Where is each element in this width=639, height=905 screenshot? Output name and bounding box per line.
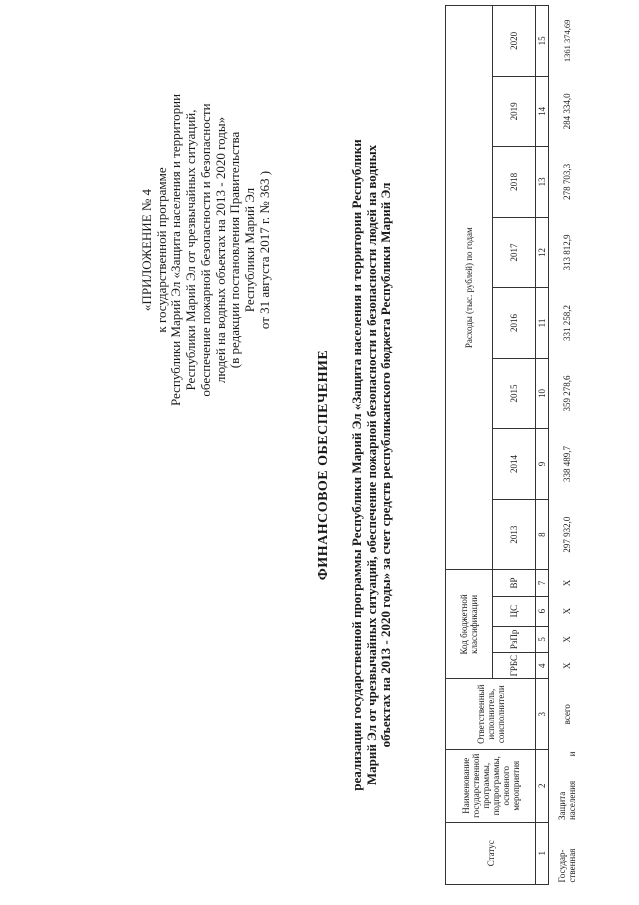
header-name: Наименование государственной программы, подпрограммы, основного мероприятия (446, 749, 536, 822)
appendix-line: Республики Марий Эл (241, 187, 257, 313)
row-name-suffix: и (567, 751, 577, 757)
header-budget-code: Код бюджетной классификации (446, 570, 493, 679)
column-number: 12 (536, 217, 549, 288)
column-number: 6 (536, 596, 549, 626)
appendix-line: обеспечение пожарной безопасности и безопасности (197, 103, 213, 397)
column-number: 13 (536, 147, 549, 218)
column-number: 1 (536, 822, 549, 884)
row-value: 331 258,2 (562, 304, 572, 341)
document-heading: ФИНАНСОВОЕ ОБЕСПЕЧЕНИЕ (316, 349, 331, 581)
finance-table (445, 5, 578, 885)
subtitle-line: объектах на 2013 - 2020 годы» за счет средств республиканского бюджета Республики Марий Эл (378, 182, 393, 748)
column-number: 15 (536, 6, 549, 77)
row-value: 284 334,0 (562, 93, 572, 130)
header-code-grbs: ГРБС (493, 652, 536, 679)
header-year: 2014 (493, 429, 536, 500)
column-number: 3 (536, 679, 549, 750)
column-number: 8 (536, 499, 549, 570)
column-number: 2 (536, 749, 549, 822)
header-executor: Ответственный исполнитель, соисполнители (446, 679, 536, 750)
header-year: 2016 (493, 288, 536, 359)
header-expenses: Расходы (тыс. рублей) по годам (446, 6, 493, 570)
subtitle-line: Марий Эл от чрезвычайных ситуаций, обеспечение пожарной безопасности и безопасности людей на водных (363, 144, 379, 786)
row-code: Х (562, 662, 572, 669)
row-executor: всего (562, 704, 572, 725)
appendix-line: людей на водных объектах на 2013 - 2020 годы» (212, 116, 228, 384)
appendix-title: «ПРИЛОЖЕНИЕ № 4 (139, 188, 154, 312)
header-code-rzpr: РзПр (493, 626, 536, 652)
row-code: Х (562, 607, 572, 615)
row-value: 278 703,3 (562, 163, 572, 200)
document-subtitle (350, 55, 394, 875)
row-value: 297 932,0 (562, 516, 572, 553)
appendix-line: Республики Марий Эл «Защита населения и территории (168, 93, 184, 407)
subtitle-line: реализации государственной программы Республики Марий Эл «Защита населения и территории Республики (349, 139, 364, 791)
appendix-block (140, 35, 272, 465)
appendix-line: к государственной программе (153, 167, 169, 333)
header-code-cs: ЦС (493, 596, 536, 626)
row-name (549, 749, 579, 822)
row-status: Государ- ственная (557, 848, 577, 883)
row-value: 359 278,6 (562, 375, 572, 412)
row-value: 338 489,7 (562, 446, 572, 483)
column-number: 4 (536, 652, 549, 679)
header-year: 2015 (493, 358, 536, 429)
column-number: 7 (536, 570, 549, 596)
column-number: 11 (536, 288, 549, 359)
header-year: 2020 (493, 6, 536, 77)
row-code: Х (562, 636, 572, 643)
row-code: Х (562, 579, 572, 587)
header-status: Статус (446, 822, 536, 884)
header-code-vr: ВР (493, 570, 536, 596)
appendix-date-line: от 31 августа 2017 г. № 363 ) (256, 170, 272, 330)
column-number: 10 (536, 358, 549, 429)
header-year: 2017 (493, 217, 536, 288)
header-year: 2018 (493, 147, 536, 218)
column-number: 5 (536, 626, 549, 652)
appendix-line: Республики Марий Эл от чрезвычайных ситуаций, (183, 109, 199, 391)
column-number: 9 (536, 429, 549, 500)
header-year: 2013 (493, 499, 536, 570)
row-name-text: Защита населения (557, 780, 577, 821)
column-number: 14 (536, 76, 549, 147)
appendix-line: (в редакции постановления Правительства (227, 131, 243, 369)
row-value: 1361 374,69 (562, 19, 572, 63)
row-value: 313 812,9 (562, 234, 572, 271)
header-year: 2019 (493, 76, 536, 147)
